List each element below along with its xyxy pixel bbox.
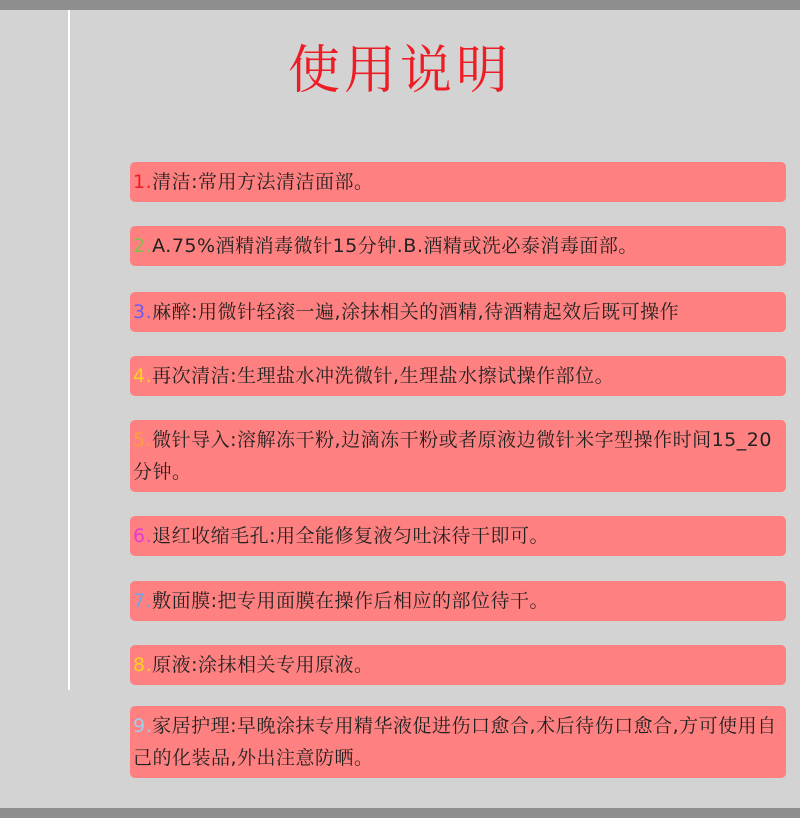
- step-text: A.75%酒精消毒微针15分钟.B.酒精或洗必泰消毒面部。: [152, 235, 638, 257]
- step-item-6: [130, 516, 786, 556]
- step-number: 1.: [133, 171, 153, 193]
- step-item-8: [130, 645, 786, 685]
- step-number: 6.: [133, 525, 153, 547]
- step-number: 4.: [133, 365, 153, 387]
- step-text: 原液:涂抹相关专用原液。: [152, 654, 374, 676]
- step-text: 清洁:常用方法清洁面部。: [152, 171, 374, 193]
- step-text: 麻醉:用微针轻滚一遍,涂抹相关的酒精,待酒精起效后既可操作: [152, 301, 680, 323]
- step-text: 家居护理:早晚涂抹专用精华液促进伤口愈合,术后待伤口愈合,方可使用自己的化装品,外出注意防晒。: [133, 715, 777, 769]
- step-item-9: [130, 706, 786, 778]
- step-number: 5.: [133, 429, 153, 451]
- top-border-bar: [0, 0, 800, 10]
- step-text: 微针导入:溶解冻干粉,边滴冻干粉或者原液边微针米字型操作时间15_20分钟。: [133, 429, 772, 483]
- step-number: 8.: [133, 654, 153, 676]
- bottom-border-bar: [0, 808, 800, 818]
- step-number: 3.: [133, 301, 153, 323]
- step-item-2: [130, 226, 786, 266]
- step-number: 7.: [133, 590, 153, 612]
- step-item-4: [130, 356, 786, 396]
- page-title: 使用说明: [287, 41, 512, 101]
- vertical-divider-line: [68, 10, 70, 690]
- step-number: 9.: [133, 715, 153, 737]
- step-item-5: [130, 420, 786, 492]
- step-text: 敷面膜:把专用面膜在操作后相应的部位待干。: [152, 590, 550, 612]
- step-item-1: [130, 162, 786, 202]
- step-item-3: [130, 292, 786, 332]
- step-text: 退红收缩毛孔:用全能修复液匀吐沫待干即可。: [152, 525, 550, 547]
- step-item-7: [130, 581, 786, 621]
- step-text: 再次清洁:生理盐水冲洗微针,生理盐水擦试操作部位。: [152, 365, 615, 387]
- step-number: 2.: [133, 235, 153, 257]
